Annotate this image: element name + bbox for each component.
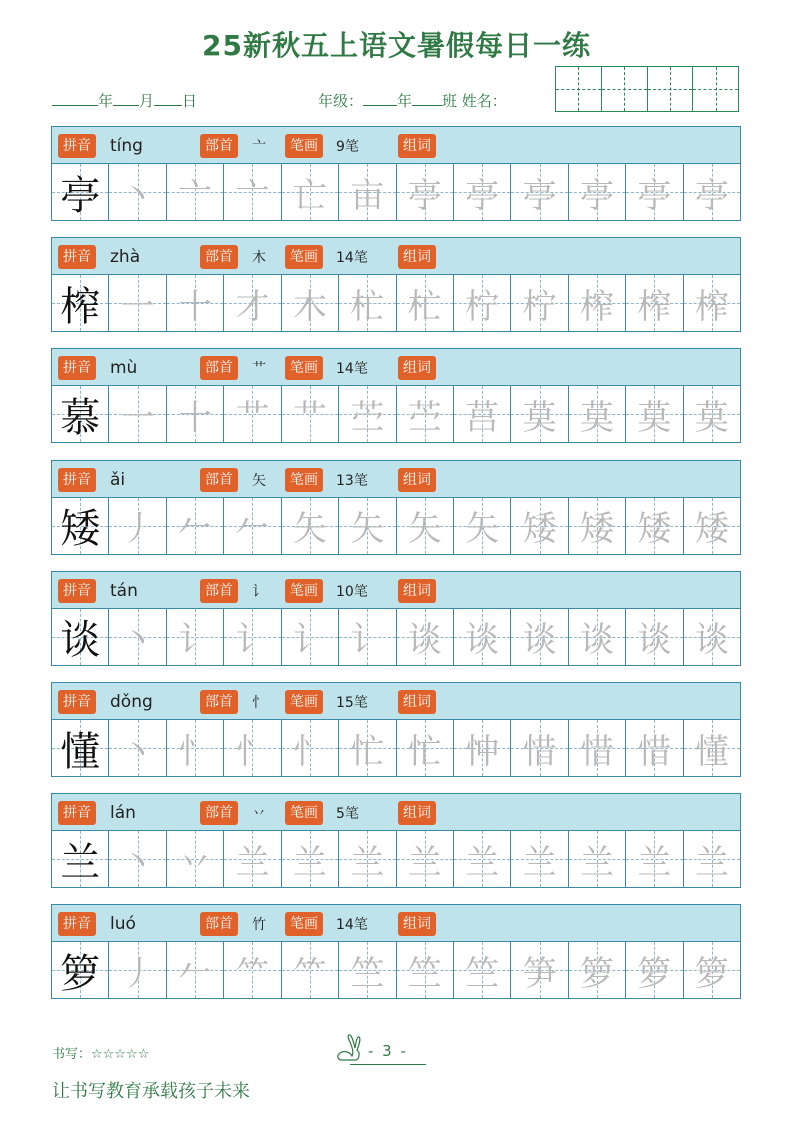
stroke-step-char: 竺 — [465, 953, 500, 994]
month-label: 月 — [139, 92, 155, 110]
stroke-order-cell[interactable] — [397, 498, 454, 554]
stroke-order-cell[interactable] — [167, 164, 224, 220]
pinyin-value: dǒng — [110, 692, 153, 712]
stroke-step-char: 讠 — [292, 620, 327, 661]
stroke-step-char: 竺 — [350, 953, 385, 994]
stroke-step-char: 兰 — [407, 842, 442, 883]
year-label: 年 — [98, 92, 114, 110]
strokes-value: 10笔 — [336, 583, 368, 600]
stroke-order-cell[interactable] — [684, 720, 740, 776]
stroke-step-char: 亭 — [694, 175, 729, 216]
stroke-order-cell[interactable] — [626, 942, 683, 998]
stroke-step-char: 谈 — [465, 620, 500, 661]
stroke-step-char: 𠂉 — [178, 953, 213, 994]
stroke-order-cell[interactable] — [684, 831, 740, 887]
stroke-step-char: 柠 — [465, 286, 500, 327]
strokes-value: 14笔 — [336, 361, 368, 378]
grade-blank[interactable] — [363, 91, 397, 106]
stroke-step-char: 莫 — [580, 397, 614, 438]
stroke-step-char: 谈 — [407, 620, 442, 661]
stroke-step-char: 懂 — [694, 731, 729, 772]
stroke-order-cell[interactable] — [224, 831, 281, 887]
stroke-step-char: 忄 — [178, 731, 213, 772]
stroke-order-cell[interactable] — [684, 275, 740, 331]
strokes-tag: 笔画 — [285, 690, 323, 714]
pinyin-value: lán — [110, 803, 136, 824]
words-tag: 组词 — [398, 690, 436, 714]
stroke-step-char: 莫 — [694, 397, 729, 438]
writing-grid — [51, 386, 741, 443]
stroke-step-char: 一 — [120, 286, 155, 327]
stroke-step-char: 兰 — [637, 842, 672, 883]
pinyin-value: zhà — [110, 247, 141, 268]
stroke-order-cell[interactable] — [569, 498, 626, 554]
row-header — [51, 126, 741, 164]
stroke-step-char: 矢 — [465, 509, 500, 550]
stroke-order-cell[interactable] — [167, 498, 224, 554]
stroke-order-cell[interactable] — [282, 386, 339, 442]
row-header — [51, 793, 741, 831]
radical-value: 讠 — [252, 583, 266, 600]
model-char-cell — [52, 609, 109, 665]
stroke-order-cell[interactable] — [109, 498, 166, 554]
row-header — [51, 682, 741, 720]
stroke-order-cell[interactable] — [224, 942, 281, 998]
stroke-order-cell[interactable] — [167, 942, 224, 998]
stroke-step-char: 矢 — [350, 509, 385, 550]
name-writing-grid[interactable] — [555, 66, 739, 112]
stroke-order-cell[interactable] — [282, 831, 339, 887]
stroke-order-cell[interactable] — [224, 164, 281, 220]
model-char: 箩 — [60, 950, 101, 997]
stroke-step-char: 笋 — [522, 953, 557, 994]
stroke-order-cell[interactable] — [397, 831, 454, 887]
stroke-step-char: 讠 — [178, 620, 213, 661]
day-label: 日 — [182, 92, 198, 110]
stroke-order-cell[interactable] — [397, 942, 454, 998]
stroke-step-char: 丶 — [120, 842, 155, 883]
stroke-step-char: 谈 — [580, 620, 614, 661]
radical-tag: 部首 — [200, 579, 238, 603]
stroke-order-cell[interactable] — [109, 275, 166, 331]
stroke-step-char: 丶 — [120, 620, 155, 661]
stroke-order-cell[interactable] — [397, 164, 454, 220]
stroke-step-char: 亭 — [465, 175, 500, 216]
stroke-order-cell[interactable] — [397, 720, 454, 776]
stroke-order-cell[interactable] — [397, 609, 454, 665]
model-char-cell — [52, 386, 109, 442]
stroke-order-cell[interactable] — [339, 942, 396, 998]
grade-year-label: 年 — [397, 92, 413, 110]
stroke-step-char: 谈 — [637, 620, 672, 661]
row-header — [51, 348, 741, 386]
stroke-order-cell[interactable] — [626, 275, 683, 331]
row-header — [51, 904, 741, 942]
writing-grid — [51, 942, 741, 999]
stroke-order-cell[interactable] — [282, 498, 339, 554]
radical-tag: 部首 — [200, 801, 238, 825]
strokes-value: 14笔 — [336, 250, 368, 267]
strokes-tag: 笔画 — [285, 245, 323, 269]
stroke-order-cell[interactable] — [339, 275, 396, 331]
stroke-step-char: 𠂉 — [178, 509, 213, 550]
stroke-order-cell[interactable] — [224, 498, 281, 554]
stroke-step-char: 兰 — [465, 842, 500, 883]
model-char: 谈 — [60, 617, 101, 664]
stroke-order-cell[interactable] — [454, 609, 511, 665]
practice-row — [51, 571, 741, 666]
radical-tag: 部首 — [200, 690, 238, 714]
practice-row — [51, 904, 741, 999]
pinyin-value: tíng — [110, 136, 143, 156]
name-cell[interactable] — [693, 67, 738, 111]
stroke-step-char: 竺 — [407, 953, 442, 994]
pinyin-value: ǎi — [110, 469, 126, 490]
radical-tag: 部首 — [200, 912, 238, 936]
words-tag: 组词 — [398, 245, 436, 269]
stroke-order-cell[interactable] — [339, 831, 396, 887]
stroke-order-cell[interactable] — [511, 275, 568, 331]
stroke-order-cell[interactable] — [511, 609, 568, 665]
practice-row — [51, 348, 741, 443]
stroke-order-cell[interactable] — [511, 498, 568, 554]
stroke-order-cell[interactable] — [282, 609, 339, 665]
stroke-step-char: 亩 — [350, 175, 385, 216]
stroke-step-char: 矮 — [580, 509, 614, 550]
model-char-cell — [52, 720, 109, 776]
stroke-order-cell[interactable] — [339, 498, 396, 554]
model-char-cell — [52, 164, 109, 220]
row-header — [51, 571, 741, 609]
stroke-order-cell[interactable] — [224, 386, 281, 442]
stroke-step-char: 榨 — [637, 286, 672, 327]
stroke-step-char: 莫 — [522, 397, 557, 438]
writing-grid — [51, 275, 741, 332]
date-row — [52, 90, 197, 111]
stroke-step-char: 箩 — [580, 953, 614, 994]
stroke-order-cell[interactable] — [569, 831, 626, 887]
stroke-step-char: 苎 — [407, 397, 442, 438]
stroke-step-char: 杧 — [407, 286, 442, 327]
practice-row — [51, 126, 741, 221]
writing-grid — [51, 498, 741, 555]
practice-row — [51, 460, 741, 555]
strokes-value: 15笔 — [336, 695, 368, 711]
stroke-order-cell[interactable] — [167, 386, 224, 442]
radical-value: 丷 — [252, 806, 266, 823]
stroke-step-char: 亭 — [580, 175, 614, 216]
radical-value: 忄 — [252, 695, 266, 711]
stroke-step-char: 兰 — [235, 842, 270, 883]
stroke-order-cell[interactable] — [684, 942, 740, 998]
radical-tag: 部首 — [200, 245, 238, 269]
words-tag: 组词 — [398, 912, 436, 936]
stroke-step-char: 矮 — [694, 509, 729, 550]
practice-row — [51, 793, 741, 888]
stroke-order-cell[interactable] — [569, 720, 626, 776]
stroke-order-cell[interactable] — [511, 831, 568, 887]
stroke-order-cell[interactable] — [282, 942, 339, 998]
stroke-order-cell[interactable] — [454, 275, 511, 331]
stroke-step-char: 丿 — [120, 953, 155, 994]
slogan: 让书写教育承载孩子未来 — [52, 1081, 250, 1102]
model-char-cell — [52, 942, 109, 998]
stroke-step-char: 箩 — [637, 953, 672, 994]
stroke-step-char: 才 — [235, 286, 270, 327]
pinyin-tag: 拼音 — [58, 356, 96, 380]
stroke-step-char: 丶 — [120, 731, 155, 772]
strokes-tag: 笔画 — [285, 134, 323, 158]
stroke-order-cell[interactable] — [511, 386, 568, 442]
model-char: 矮 — [60, 506, 101, 553]
stroke-step-char: 丶 — [120, 175, 155, 216]
stroke-step-char: 莫 — [637, 397, 672, 438]
model-char: 兰 — [60, 839, 101, 886]
grade-label: 年级： — [318, 92, 364, 110]
stroke-step-char: 艹 — [292, 397, 327, 438]
stroke-step-char: 莒 — [465, 397, 500, 438]
stroke-step-char: 兰 — [292, 842, 327, 883]
stroke-step-char: 矮 — [637, 509, 672, 550]
strokes-value: 5笔 — [336, 806, 359, 823]
strokes-tag: 笔画 — [285, 912, 323, 936]
model-char-cell — [52, 275, 109, 331]
writing-grid — [51, 720, 741, 777]
stroke-step-char: 兰 — [694, 842, 729, 883]
stroke-step-char: 十 — [178, 286, 213, 327]
pinyin-tag: 拼音 — [58, 579, 96, 603]
strokes-tag: 笔画 — [285, 468, 323, 492]
stroke-order-cell[interactable] — [167, 275, 224, 331]
stroke-order-cell[interactable] — [626, 720, 683, 776]
stroke-order-cell[interactable] — [339, 386, 396, 442]
stroke-order-cell[interactable] — [109, 164, 166, 220]
stroke-step-char: 讠 — [235, 620, 270, 661]
stroke-step-char: ⺮ — [292, 953, 327, 994]
pinyin-value: mù — [110, 358, 138, 379]
stroke-order-cell[interactable] — [282, 164, 339, 220]
stroke-step-char: 矢 — [292, 509, 327, 550]
stroke-step-char: 亭 — [522, 175, 557, 216]
radical-tag: 部首 — [200, 134, 238, 158]
stroke-step-char: 忄 — [292, 731, 327, 772]
stroke-step-char: 惜 — [637, 731, 672, 772]
stroke-step-char: 苎 — [350, 397, 385, 438]
stroke-order-cell[interactable] — [626, 609, 683, 665]
stroke-order-cell[interactable] — [224, 275, 281, 331]
stroke-step-char: 谈 — [522, 620, 557, 661]
stroke-order-cell[interactable] — [454, 942, 511, 998]
stroke-order-cell[interactable] — [454, 386, 511, 442]
pinyin-tag: 拼音 — [58, 912, 96, 936]
stroke-order-cell[interactable] — [454, 720, 511, 776]
stroke-order-cell[interactable] — [339, 609, 396, 665]
stroke-order-cell[interactable] — [569, 942, 626, 998]
pinyin-tag: 拼音 — [58, 134, 96, 158]
stroke-order-cell[interactable] — [224, 609, 281, 665]
stroke-order-cell[interactable] — [684, 386, 740, 442]
strokes-tag: 笔画 — [285, 579, 323, 603]
stroke-step-char: 兰 — [522, 842, 557, 883]
stroke-step-char: 忙 — [407, 731, 442, 772]
stroke-step-char: 柠 — [522, 286, 557, 327]
words-tag: 组词 — [398, 801, 436, 825]
stroke-order-cell[interactable] — [397, 386, 454, 442]
strokes-value: 9笔 — [336, 139, 359, 155]
stroke-order-cell[interactable] — [397, 275, 454, 331]
model-char-cell — [52, 498, 109, 554]
radical-tag: 部首 — [200, 468, 238, 492]
stroke-order-cell[interactable] — [454, 164, 511, 220]
stroke-step-char: 箩 — [694, 953, 729, 994]
stroke-order-cell[interactable] — [167, 831, 224, 887]
year-blank[interactable] — [52, 91, 98, 106]
stroke-step-char: 艹 — [235, 397, 270, 438]
stroke-step-char: 讠 — [350, 620, 385, 661]
stroke-step-char: 丷 — [178, 842, 213, 883]
words-tag: 组词 — [398, 134, 436, 158]
model-char: 榨 — [60, 283, 101, 330]
stroke-order-cell[interactable] — [626, 831, 683, 887]
stroke-order-cell[interactable] — [569, 275, 626, 331]
stroke-order-cell[interactable] — [454, 498, 511, 554]
stroke-order-cell[interactable] — [511, 720, 568, 776]
pinyin-value: luó — [110, 914, 136, 935]
stroke-step-char: 惜 — [522, 731, 557, 772]
row-header — [51, 460, 741, 498]
name-cell[interactable] — [648, 67, 694, 111]
stroke-step-char: 忡 — [465, 731, 500, 772]
rabbit-icon — [332, 1030, 372, 1066]
stroke-order-cell[interactable] — [684, 498, 740, 554]
strokes-tag: 笔画 — [285, 356, 323, 380]
name-cell[interactable] — [602, 67, 648, 111]
writing-rating: 书写：☆☆☆☆☆ — [52, 1047, 150, 1062]
stroke-step-char: 木 — [292, 286, 327, 327]
stroke-order-cell[interactable] — [569, 386, 626, 442]
name-cell[interactable] — [556, 67, 602, 111]
stroke-step-char: 𠂉 — [235, 509, 270, 550]
month-blank[interactable] — [113, 91, 139, 106]
strokes-value: 14笔 — [336, 917, 368, 934]
stroke-step-char: 杧 — [350, 286, 385, 327]
stroke-step-char: 亭 — [407, 175, 442, 216]
stroke-order-cell[interactable] — [109, 609, 166, 665]
words-tag: 组词 — [398, 468, 436, 492]
stroke-step-char: 惜 — [580, 731, 614, 772]
class-name-label: 班 姓名： — [442, 92, 507, 110]
stroke-order-cell[interactable] — [684, 609, 740, 665]
stroke-order-cell[interactable] — [569, 164, 626, 220]
stroke-order-cell[interactable] — [109, 386, 166, 442]
pinyin-tag: 拼音 — [58, 245, 96, 269]
radical-value: 亠 — [252, 139, 266, 155]
stroke-step-char: 亭 — [637, 175, 672, 216]
pinyin-tag: 拼音 — [58, 801, 96, 825]
practice-row — [51, 682, 741, 777]
stroke-order-cell[interactable] — [109, 942, 166, 998]
stroke-order-cell[interactable] — [109, 720, 166, 776]
model-char: 慕 — [60, 394, 101, 441]
radical-value: 竹 — [252, 917, 266, 934]
stroke-order-cell[interactable] — [511, 164, 568, 220]
stroke-step-char: ⺮ — [235, 953, 270, 994]
stroke-order-cell[interactable] — [626, 386, 683, 442]
stroke-order-cell[interactable] — [282, 275, 339, 331]
stroke-order-cell[interactable] — [109, 831, 166, 887]
strokes-value: 13笔 — [336, 472, 368, 489]
page-title: 25新秋五上语文暑假每日一练 — [202, 29, 591, 62]
stroke-step-char: 忙 — [350, 731, 385, 772]
stroke-order-cell[interactable] — [167, 609, 224, 665]
stroke-step-char: 一 — [120, 397, 155, 438]
pinyin-tag: 拼音 — [58, 690, 96, 714]
strokes-tag: 笔画 — [285, 801, 323, 825]
radical-tag: 部首 — [200, 356, 238, 380]
writing-grid — [51, 609, 741, 666]
pinyin-value: tán — [110, 580, 138, 601]
radical-value: 矢 — [252, 472, 266, 489]
pinyin-tag: 拼音 — [58, 468, 96, 492]
stroke-order-cell[interactable] — [511, 942, 568, 998]
radical-value: 木 — [252, 250, 266, 267]
model-char: 懂 — [60, 728, 101, 775]
stroke-order-cell[interactable] — [454, 831, 511, 887]
stroke-step-char: 谈 — [694, 620, 729, 661]
stroke-step-char: 榨 — [580, 286, 614, 327]
writing-grid — [51, 164, 741, 221]
practice-row — [51, 237, 741, 332]
words-tag: 组词 — [398, 356, 436, 380]
writing-grid — [51, 831, 741, 888]
stroke-step-char: 十 — [178, 397, 213, 438]
stroke-order-cell[interactable] — [339, 720, 396, 776]
class-blank[interactable] — [412, 91, 442, 106]
day-blank[interactable] — [154, 91, 182, 106]
stroke-step-char: 兰 — [350, 842, 385, 883]
model-char: 亭 — [60, 172, 101, 219]
row-header — [51, 237, 741, 275]
stroke-step-char: 兰 — [580, 842, 614, 883]
stroke-step-char: 矢 — [407, 509, 442, 550]
radical-value: 艹 — [252, 361, 266, 378]
stroke-step-char: 亠 — [235, 175, 270, 216]
stroke-order-cell[interactable] — [339, 164, 396, 220]
model-char-cell — [52, 831, 109, 887]
stroke-order-cell[interactable] — [626, 498, 683, 554]
stroke-step-char: 榨 — [694, 286, 729, 327]
stroke-step-char: 亠 — [178, 175, 213, 216]
stroke-order-cell[interactable] — [167, 720, 224, 776]
stroke-step-char: 亡 — [292, 175, 327, 216]
words-tag: 组词 — [398, 579, 436, 603]
stroke-step-char: 丿 — [120, 509, 155, 550]
footer-divider — [350, 1064, 426, 1065]
stroke-step-char: 矮 — [522, 509, 557, 550]
grade-row — [318, 90, 507, 111]
stroke-order-cell[interactable] — [626, 164, 683, 220]
stroke-order-cell[interactable] — [569, 609, 626, 665]
stroke-step-char: 忄 — [235, 731, 270, 772]
stroke-order-cell[interactable] — [224, 720, 281, 776]
stroke-order-cell[interactable] — [684, 164, 740, 220]
page-number: - 3 - — [368, 1042, 408, 1060]
stroke-order-cell[interactable] — [282, 720, 339, 776]
